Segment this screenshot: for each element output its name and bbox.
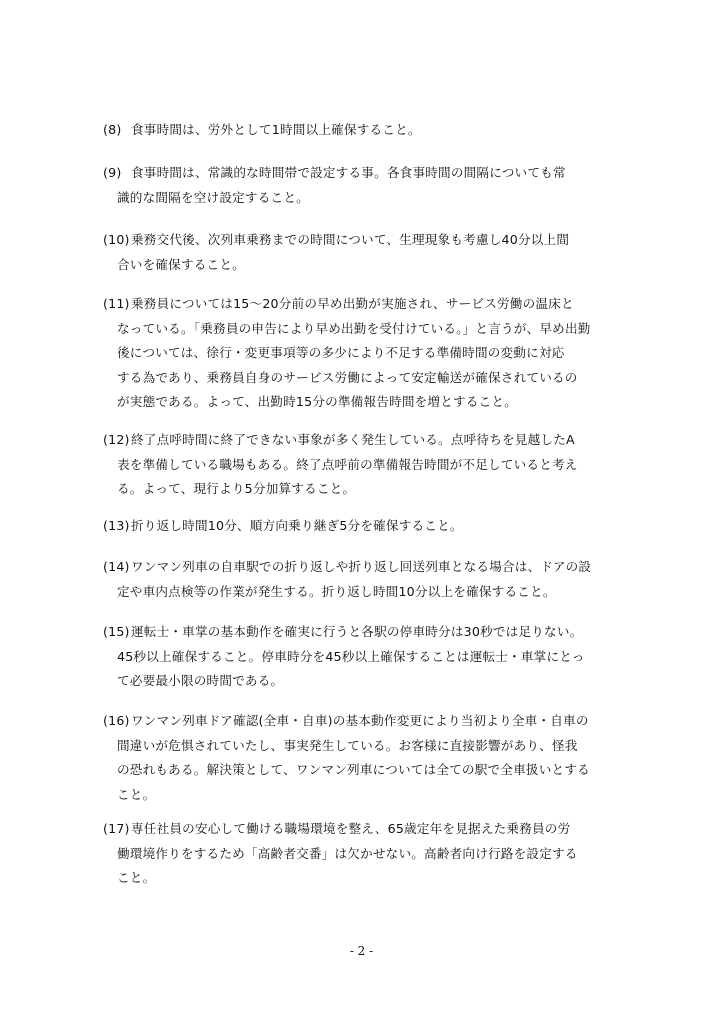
item-text-line: 合いを確保すること。 (117, 256, 245, 272)
page-number: - 2 - (349, 944, 374, 958)
item-text-line: る。よって、現行より5分加算すること。 (117, 481, 356, 497)
item-text-line: こと。 (117, 786, 156, 802)
item-text-line: 識的な間隔を空け設定すること。 (117, 189, 309, 205)
item-text-line: 運転士・車掌の基本動作を確実に行うと各駅の停車時分は30秒では足りない。 (131, 624, 583, 639)
item-number: (17) (103, 821, 130, 836)
item-text-line: 間違いが危惧されていたし、事実発生している。お客様に直接影響があり、怪我 (117, 737, 578, 753)
item-text-line: 働環境作りをするため「高齢者交番」は欠かせない。高齢者向け行路を設定する (117, 845, 578, 861)
item-number: (11) (103, 296, 130, 311)
item-number: (10) (103, 232, 130, 247)
item-number: (15) (103, 624, 130, 639)
item-text-line: なっている。「乗務員の申告により早め出勤を受付けている。」と言うが、早め出勤 (117, 320, 591, 336)
item-text-line: ワンマン列車の自車駅での折り返しや折り返し回送列車となる場合は、ドアの設 (131, 559, 592, 574)
list-item (103, 428, 623, 502)
item-text-line: 定や車内点検等の作業が発生する。折り返し時間10分以上を確保すること。 (117, 583, 556, 599)
item-text-line: の恐れもある。解決策として、ワンマン列車については全ての駅で全車扱いとする (117, 762, 590, 778)
item-text-line: 専任社員の安心して働ける職場環境を整え、65歳定年を見据えた乗務員の労 (131, 821, 571, 836)
item-number: (14) (103, 559, 130, 574)
list-item (103, 228, 623, 277)
list-item (103, 161, 623, 210)
item-text-line: 45秒以上確保すること。停車時分を45秒以上確保することは運転士・車掌にとっ (117, 648, 585, 664)
item-text-line: 終了点呼時間に終了できない事象が多く発生している。点呼待ちを見越したA (131, 432, 575, 447)
item-text-line: 折り返し時間10分、順方向乗り継ぎ5分を確保すること。 (131, 518, 463, 533)
list-item (103, 620, 623, 694)
item-text-line: 表を準備している職場もある。終了点呼前の準備報告時間が不足していると考え (117, 456, 578, 472)
list-item (103, 709, 623, 807)
item-number: (8) (103, 122, 122, 137)
item-number: (16) (103, 713, 130, 728)
list-item (103, 514, 623, 539)
item-text-line: 後については、徐行・変更事項等の多少により不足する準備時間の変動に対応 (117, 345, 565, 361)
item-text-line: 食事時間は、常識的な時間帯で設定する事。各食事時間の間隔についても常 (131, 165, 566, 180)
item-text-line: 食事時間は、労外として1時間以上確保すること。 (131, 122, 421, 137)
item-number: (13) (103, 518, 130, 533)
item-number: (12) (103, 432, 130, 447)
item-text-line: ワンマン列車ドア確認(全車・自車)の基本動作変更により当初より全車・自車の (131, 713, 589, 728)
list-item (103, 118, 623, 143)
item-number: (9) (103, 165, 122, 180)
list-item (103, 292, 623, 415)
item-text-line: 乗務員については15〜20分前の早め出勤が実施され、サービス労働の温床と (131, 296, 574, 311)
list-item (103, 817, 623, 891)
item-text-line: こと。 (117, 870, 156, 886)
list-item (103, 555, 623, 604)
item-text-line: て必要最小限の時間である。 (117, 673, 284, 689)
item-text-line: する為であり、乗務員自身のサービス労働によって安定輸送が確保されているの (117, 369, 578, 385)
item-text-line: が実態である。よって、出勤時15分の準備報告時間を増とすること。 (117, 394, 517, 410)
item-text-line: 乗務交代後、次列車乗務までの時間について、生理現象も考慮し40分以上間 (131, 232, 570, 247)
